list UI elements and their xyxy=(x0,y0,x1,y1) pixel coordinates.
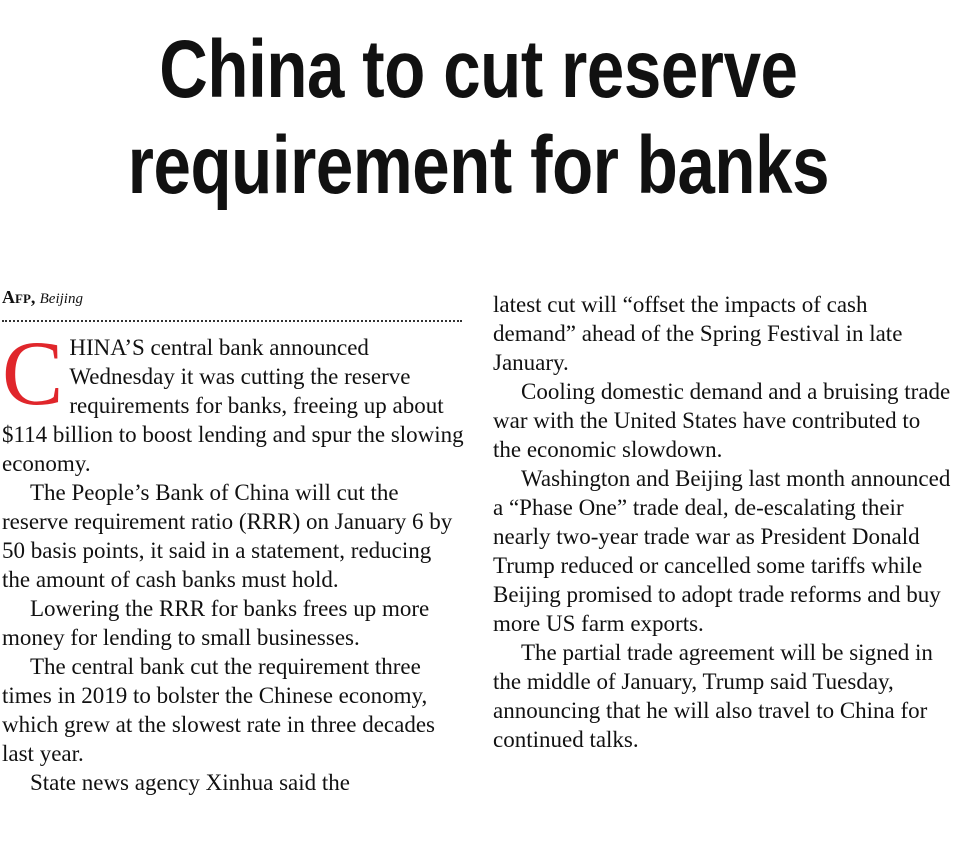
article-paragraph: Lowering the RRR for banks frees up more money for lending to small businesses. xyxy=(2,596,430,650)
byline-agency: Afp, xyxy=(2,287,36,307)
article-paragraph: State news agency Xinhua said the xyxy=(30,770,350,795)
lead-text: HINA’S central bank announced Wednesday it was cutting the reserve requirements for banks, freeing up about $114 billion to boost lending and spur the slowing economy. xyxy=(2,335,464,476)
article-column-right xyxy=(493,290,951,754)
article-paragraph: latest cut will “offset the impacts of cash demand” ahead of the Spring Festival in late January. xyxy=(493,292,903,375)
article-paragraph: The partial trade agreement will be signed in the middle of January, Trump said Tuesday, announcing that he will also travel to China for continued talks. xyxy=(493,640,933,752)
headline xyxy=(86,22,871,214)
dotted-divider xyxy=(2,320,462,322)
byline xyxy=(2,287,83,308)
article-paragraph: The People’s Bank of China will cut the reserve requirement ratio (RRR) on January 6 by 50 basis points, it said in a statement, reducing the amount of cash banks must hold. xyxy=(2,480,453,592)
article-column-left xyxy=(2,322,464,797)
article-paragraph: The central bank cut the requirement three times in 2019 to bolster the Chinese economy, which grew at the slowest rate in three decades last year. xyxy=(2,654,435,766)
drop-cap: C xyxy=(2,322,64,424)
byline-city: Beijing xyxy=(39,291,83,307)
article-paragraph: Cooling domestic demand and a bruising trade war with the United States have contributed to the economic slowdown. xyxy=(493,379,951,462)
headline-line-2: requirement for banks xyxy=(127,120,830,211)
article-paragraph xyxy=(2,322,464,478)
article-paragraph: Washington and Beijing last month announced a “Phase One” trade deal, de-escalating their nearly two-year trade war as President Donald Trump reduced or cancelled some tariffs while Beijing promised to adopt trade reforms and buy more US farm exports. xyxy=(493,466,951,636)
headline-line-1: China to cut reserve xyxy=(159,24,798,115)
